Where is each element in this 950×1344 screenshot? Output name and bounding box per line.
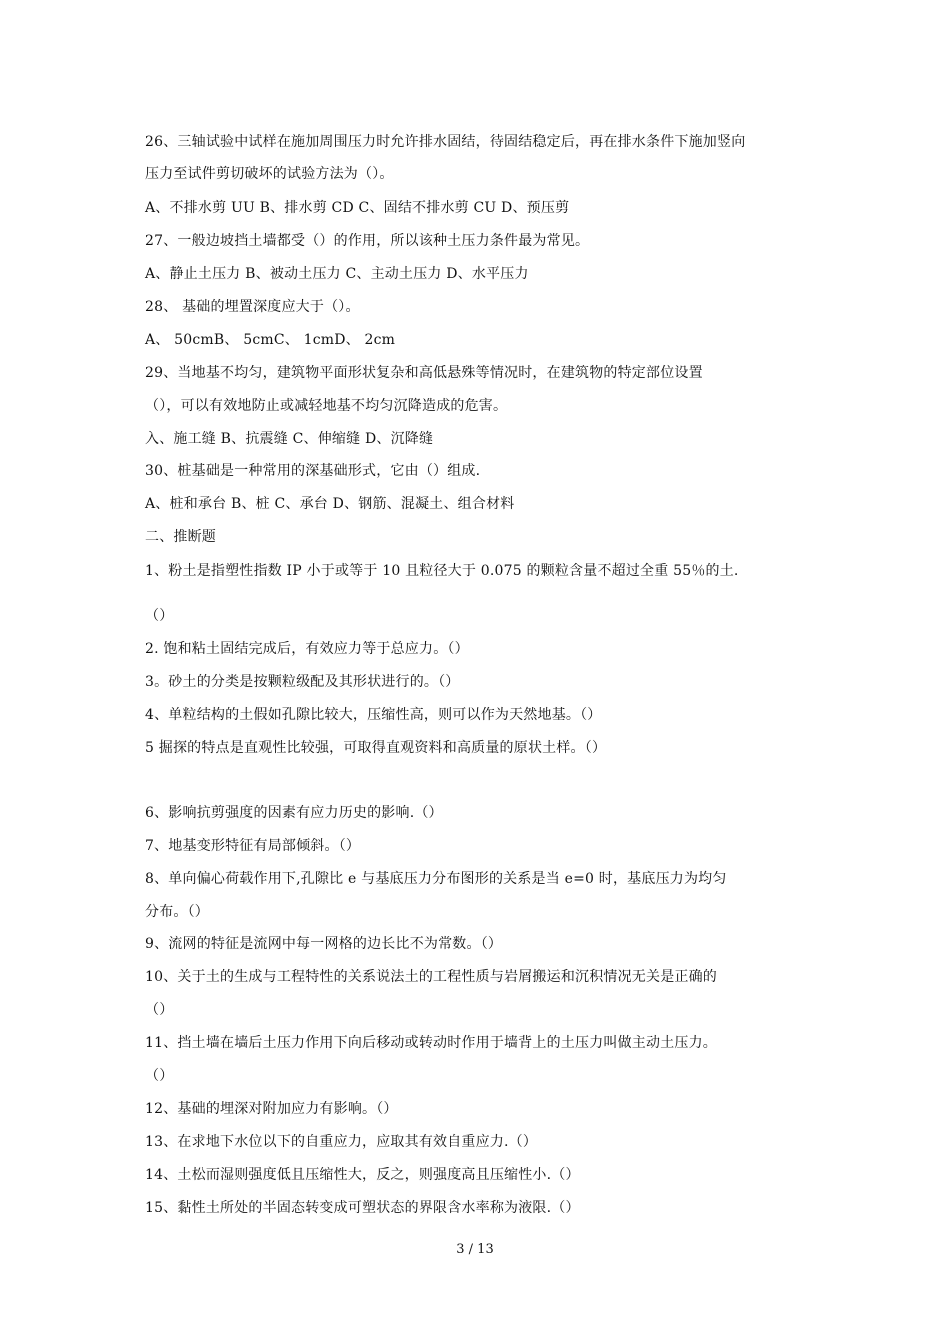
j14-text: 14、土松而湿则强度低且压缩性大，反之，则强度高且压缩性小.（） [145, 1167, 580, 1183]
j10-text: 10、关于土的生成与工程特性的关系说法土的工程性质与岩屑搬运和沉积情况无关是正确的 [145, 969, 718, 985]
j8-text-line1: 8、单向偏心荷载作用下,孔隙比 e 与基底压力分布图形的关系是当 e=0 时，基底压力为均匀 [145, 871, 727, 887]
j7-text: 7、地基变形特征有局部倾斜。（） [145, 838, 361, 854]
q28-text: 28、 基础的埋置深度应大于（）。 [145, 299, 360, 315]
j4-text: 4、单粒结构的土假如孔隙比较大，压缩性高，则可以作为天然地基。（） [145, 707, 602, 723]
j2-text: 2. 饱和粘土固结完成后，有效应力等于总应力。（） [145, 641, 469, 657]
q29-text-line1: 29、当地基不均匀，建筑物平面形状复杂和高低悬殊等情况时，在建筑物的特定部位设置 [145, 365, 703, 381]
q29-text-line2: （），可以有效地防止或减轻地基不均匀沉降造成的危害。 [145, 398, 508, 414]
j15-text: 15、黏性土所处的半固态转变成可塑状态的界限含水率称为液限.（） [145, 1200, 580, 1216]
j9-text: 9、流网的特征是流网中每一网格的边长比不为常数。（） [145, 936, 503, 952]
q27-options: A、静止土压力 B、被动土压力 C、主动土压力 D、水平压力 [145, 266, 529, 282]
q27-text: 27、一般边坡挡土墙都受（）的作用，所以该种土压力条件最为常见。 [145, 233, 590, 249]
j13-text: 13、在求地下水位以下的自重应力，应取其有效自重应力.（） [145, 1134, 538, 1150]
j1-text: 1、粉土是指塑性指数 IP 小于或等于 10 且粒径大于 0.075 的颗粒含量不超过全重 55％的土. [145, 563, 739, 579]
q28-options: A、 50cmB、 5cmC、 1cmD、 2cm [145, 332, 396, 348]
j10-answer: （） [145, 1002, 174, 1018]
q29-options: 入、施工缝 B、抗震缝 C、伸缩缝 D、沉降缝 [145, 431, 434, 447]
q26-text-line2: 压力至试件剪切破坏的试验方法为（）。 [145, 166, 394, 182]
section-heading-judgment: 二、推断题 [145, 529, 216, 545]
page-number: 3 / 13 [456, 1242, 494, 1257]
j5-text: 5 掘探的特点是直观性比较强，可取得直观资料和高质量的原状土样。（） [145, 740, 607, 756]
q26-text-line1: 26、三轴试验中试样在施加周围压力时允许排水固结，待固结稳定后，再在排水条件下施加竖向 [145, 134, 746, 150]
q26-options: A、不排水剪 UU B、排水剪 CD C、固结不排水剪 CU D、预压剪 [145, 200, 570, 216]
q30-text: 30、桩基础是一种常用的深基础形式，它由（）组成. [145, 463, 481, 479]
q30-options: A、桩和承台 B、桩 C、承台 D、钢筋、混凝土、组合材料 [145, 496, 515, 512]
j12-text: 12、基础的埋深对附加应力有影响。（） [145, 1101, 398, 1117]
j3-text: 3。砂土的分类是按颗粒级配及其形状进行的。（） [145, 674, 460, 690]
j8-text-line2: 分布。（） [145, 904, 209, 920]
j6-text: 6、影响抗剪强度的因素有应力历史的影响.（） [145, 805, 443, 821]
j1-answer: （） [145, 608, 174, 624]
j11-answer: （） [145, 1068, 174, 1084]
j11-text: 11、挡土墙在墙后土压力作用下向后移动或转动时作用于墙背上的土压力叫做主动土压力。 [145, 1035, 718, 1051]
